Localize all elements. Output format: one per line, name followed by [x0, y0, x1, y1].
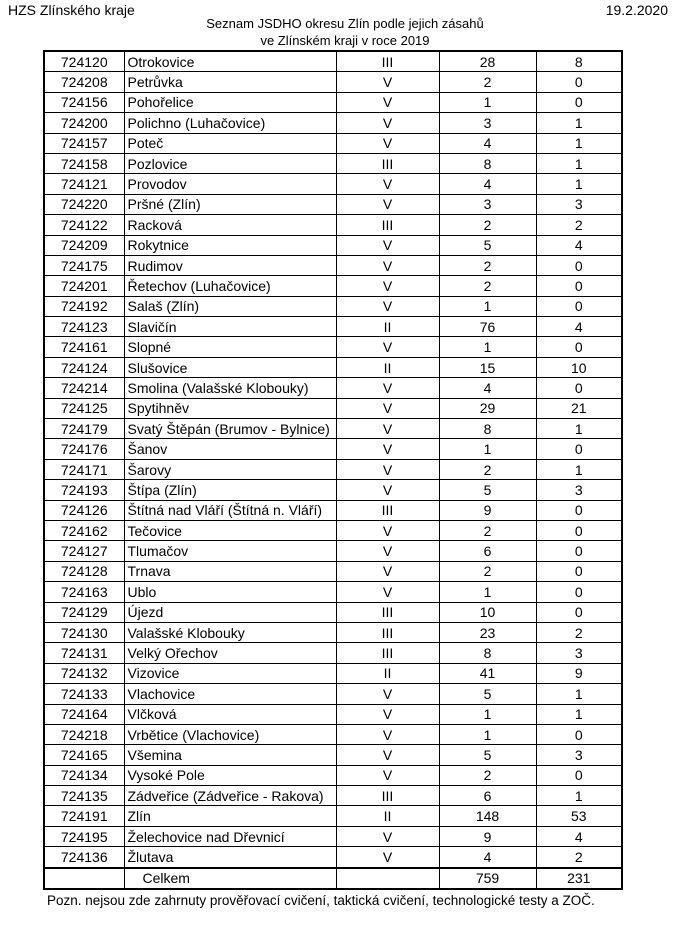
unit-code: 724136 [44, 847, 124, 868]
table-row [44, 806, 622, 826]
unit-code: 724128 [44, 561, 124, 581]
unit-name: Želechovice nad Dřevnicí [124, 826, 336, 846]
unit-code: 724123 [44, 317, 124, 337]
table-row [44, 561, 622, 581]
table-row [44, 215, 622, 235]
unit-code: 724132 [44, 663, 124, 683]
table-row [44, 337, 622, 357]
table-row [44, 724, 622, 744]
unit-name: Zlín [124, 806, 336, 826]
unit-code: 724120 [44, 51, 124, 72]
table-row [44, 500, 622, 520]
unit-name: Ublo [124, 582, 336, 602]
unit-category: V [336, 296, 439, 316]
second-count: 4 [536, 235, 622, 255]
unit-category: II [336, 663, 439, 683]
unit-name: Smolina (Valašské Klobouky) [124, 378, 336, 398]
footnote: Pozn. nejsou zde zahrnuty prověřovací cvičení, taktická cvičení, technologické testy a ZOČ. [47, 893, 595, 908]
unit-name: Řetechov (Luhačovice) [124, 276, 336, 296]
table-row [44, 745, 622, 765]
unit-name: Slopné [124, 337, 336, 357]
interventions-count: 5 [439, 745, 536, 765]
table-row [44, 480, 622, 500]
second-count: 3 [536, 480, 622, 500]
interventions-count: 9 [439, 500, 536, 520]
second-count: 3 [536, 643, 622, 663]
unit-code: 724163 [44, 582, 124, 602]
unit-code: 724220 [44, 194, 124, 214]
unit-code: 724130 [44, 622, 124, 642]
table-row [44, 826, 622, 846]
second-count: 1 [536, 419, 622, 439]
interventions-count: 76 [439, 317, 536, 337]
unit-name: Rokytnice [124, 235, 336, 255]
unit-code: 724209 [44, 235, 124, 255]
second-count: 0 [536, 276, 622, 296]
unit-code: 724162 [44, 520, 124, 540]
unit-code: 724124 [44, 357, 124, 377]
interventions-count: 2 [439, 276, 536, 296]
table-row [44, 541, 622, 561]
unit-category: V [336, 684, 439, 704]
unit-code: 724175 [44, 255, 124, 275]
unit-name: Tečovice [124, 520, 336, 540]
unit-category: III [336, 51, 439, 72]
report-date: 19.2.2020 [605, 2, 668, 18]
second-count: 0 [536, 724, 622, 744]
total-code-cell [44, 868, 124, 889]
second-count: 1 [536, 704, 622, 724]
table-row [44, 296, 622, 316]
unit-category: V [336, 745, 439, 765]
second-count: 0 [536, 92, 622, 112]
unit-code: 724214 [44, 378, 124, 398]
unit-code: 724218 [44, 724, 124, 744]
unit-category: V [336, 194, 439, 214]
second-count: 9 [536, 663, 622, 683]
table-row [44, 378, 622, 398]
unit-category: V [336, 378, 439, 398]
second-count: 0 [536, 337, 622, 357]
unit-name: Pohořelice [124, 92, 336, 112]
interventions-count: 1 [439, 337, 536, 357]
unit-name: Svatý Štěpán (Brumov - Bylnice) [124, 419, 336, 439]
unit-name: Provodov [124, 174, 336, 194]
unit-code: 724131 [44, 643, 124, 663]
unit-name: Štípa (Zlín) [124, 480, 336, 500]
interventions-count: 6 [439, 541, 536, 561]
interventions-count: 5 [439, 480, 536, 500]
second-count: 4 [536, 826, 622, 846]
unit-name: Všemina [124, 745, 336, 765]
interventions-count: 1 [439, 296, 536, 316]
unit-category: II [336, 317, 439, 337]
interventions-count: 8 [439, 643, 536, 663]
unit-code: 724165 [44, 745, 124, 765]
unit-name: Poteč [124, 133, 336, 153]
interventions-count: 2 [439, 520, 536, 540]
unit-code: 724126 [44, 500, 124, 520]
table-row [44, 419, 622, 439]
second-count: 2 [536, 215, 622, 235]
second-count: 8 [536, 51, 622, 72]
table-row [44, 133, 622, 153]
table-row [44, 622, 622, 642]
unit-category: V [336, 480, 439, 500]
interventions-count: 23 [439, 622, 536, 642]
interventions-count: 2 [439, 561, 536, 581]
interventions-count: 29 [439, 398, 536, 418]
unit-code: 724191 [44, 806, 124, 826]
unit-category: V [336, 704, 439, 724]
unit-name: Vlčková [124, 704, 336, 724]
interventions-count: 2 [439, 765, 536, 785]
unit-name: Štítná nad Vláří (Štítná n. Vláří) [124, 500, 336, 520]
table-row [44, 684, 622, 704]
unit-name: Vrbětice (Vlachovice) [124, 724, 336, 744]
interventions-count: 4 [439, 174, 536, 194]
unit-name: Pozlovice [124, 153, 336, 173]
unit-code: 724200 [44, 113, 124, 133]
interventions-count: 2 [439, 255, 536, 275]
second-count: 0 [536, 72, 622, 92]
unit-name: Tlumačov [124, 541, 336, 561]
unit-code: 724158 [44, 153, 124, 173]
unit-name: Slušovice [124, 357, 336, 377]
second-count: 4 [536, 317, 622, 337]
unit-category: V [336, 398, 439, 418]
second-count: 0 [536, 439, 622, 459]
table-row [44, 113, 622, 133]
interventions-count: 1 [439, 92, 536, 112]
unit-code: 724121 [44, 174, 124, 194]
interventions-count: 1 [439, 582, 536, 602]
unit-category: III [336, 622, 439, 642]
unit-category: II [336, 806, 439, 826]
table-row [44, 235, 622, 255]
units-table [43, 50, 623, 890]
second-count: 1 [536, 174, 622, 194]
unit-category: II [336, 357, 439, 377]
second-count: 0 [536, 500, 622, 520]
unit-category: V [336, 133, 439, 153]
second-count: 2 [536, 622, 622, 642]
second-count: 0 [536, 296, 622, 316]
table-row [44, 786, 622, 806]
second-count: 2 [536, 847, 622, 868]
unit-category: V [336, 459, 439, 479]
second-count: 0 [536, 765, 622, 785]
second-count: 1 [536, 113, 622, 133]
unit-category: V [336, 419, 439, 439]
table-row [44, 255, 622, 275]
unit-category: V [336, 174, 439, 194]
interventions-count: 5 [439, 684, 536, 704]
unit-name: Zádveřice (Zádveřice - Rakova) [124, 786, 336, 806]
unit-category: V [336, 520, 439, 540]
second-count: 0 [536, 520, 622, 540]
unit-code: 724179 [44, 419, 124, 439]
interventions-count: 2 [439, 72, 536, 92]
unit-category: V [336, 582, 439, 602]
second-count: 0 [536, 602, 622, 622]
interventions-count: 3 [439, 194, 536, 214]
unit-code: 724171 [44, 459, 124, 479]
interventions-count: 9 [439, 826, 536, 846]
unit-category: III [336, 786, 439, 806]
table-row [44, 276, 622, 296]
interventions-count: 2 [439, 459, 536, 479]
interventions-count: 4 [439, 847, 536, 868]
unit-code: 724134 [44, 765, 124, 785]
unit-code: 724122 [44, 215, 124, 235]
unit-category: V [336, 765, 439, 785]
unit-name: Spytihněv [124, 398, 336, 418]
organization-name: HZS Zlínského kraje [8, 2, 135, 18]
unit-code: 724125 [44, 398, 124, 418]
unit-code: 724164 [44, 704, 124, 724]
unit-category: V [336, 276, 439, 296]
table-row [44, 643, 622, 663]
unit-category: III [336, 153, 439, 173]
unit-code: 724156 [44, 92, 124, 112]
unit-category: V [336, 439, 439, 459]
second-count: 1 [536, 459, 622, 479]
table-row [44, 439, 622, 459]
table-row [44, 582, 622, 602]
second-count: 0 [536, 255, 622, 275]
report-title: Seznam JSDHO okresu Zlín podle jejich zásahů [206, 16, 484, 31]
unit-name: Polichno (Luhačovice) [124, 113, 336, 133]
unit-name: Žlutava [124, 847, 336, 868]
interventions-count: 1 [439, 439, 536, 459]
interventions-count: 28 [439, 51, 536, 72]
table-row [44, 92, 622, 112]
second-count: 1 [536, 153, 622, 173]
unit-name: Vizovice [124, 663, 336, 683]
unit-name: Salaš (Zlín) [124, 296, 336, 316]
unit-name: Otrokovice [124, 51, 336, 72]
unit-name: Rudimov [124, 255, 336, 275]
interventions-count: 4 [439, 133, 536, 153]
interventions-count: 8 [439, 153, 536, 173]
table-row [44, 847, 622, 868]
table-row [44, 72, 622, 92]
second-count: 0 [536, 561, 622, 581]
unit-category: III [336, 643, 439, 663]
interventions-count: 10 [439, 602, 536, 622]
unit-code: 724208 [44, 72, 124, 92]
table-row [44, 520, 622, 540]
unit-code: 724127 [44, 541, 124, 561]
unit-category: III [336, 500, 439, 520]
interventions-count: 41 [439, 663, 536, 683]
second-count: 10 [536, 357, 622, 377]
total-row [44, 868, 622, 889]
unit-name: Pršné (Zlín) [124, 194, 336, 214]
table-row [44, 459, 622, 479]
second-count: 0 [536, 378, 622, 398]
unit-code: 724135 [44, 786, 124, 806]
unit-category: III [336, 602, 439, 622]
total-label: Celkem [124, 868, 336, 889]
table-row [44, 51, 622, 72]
second-count: 1 [536, 133, 622, 153]
unit-name: Petrůvka [124, 72, 336, 92]
second-count: 3 [536, 194, 622, 214]
second-count: 3 [536, 745, 622, 765]
unit-name: Vlachovice [124, 684, 336, 704]
unit-name: Racková [124, 215, 336, 235]
second-count: 0 [536, 582, 622, 602]
table-row [44, 194, 622, 214]
total-interventions: 759 [439, 868, 536, 889]
second-count: 1 [536, 684, 622, 704]
unit-code: 724161 [44, 337, 124, 357]
unit-category: V [336, 561, 439, 581]
interventions-count: 4 [439, 378, 536, 398]
interventions-count: 5 [439, 235, 536, 255]
unit-category: III [336, 215, 439, 235]
interventions-count: 8 [439, 419, 536, 439]
interventions-count: 1 [439, 704, 536, 724]
report-subtitle: ve Zlínském kraji v roce 2019 [260, 33, 430, 48]
unit-name: Šarovy [124, 459, 336, 479]
unit-name: Vysoké Pole [124, 765, 336, 785]
table-row [44, 602, 622, 622]
units-table-body [44, 51, 622, 868]
unit-category: V [336, 337, 439, 357]
unit-name: Újezd [124, 602, 336, 622]
unit-name: Slavičín [124, 317, 336, 337]
unit-code: 724192 [44, 296, 124, 316]
interventions-count: 1 [439, 724, 536, 744]
unit-category: V [336, 72, 439, 92]
unit-code: 724157 [44, 133, 124, 153]
unit-name: Trnava [124, 561, 336, 581]
total-second-count: 231 [536, 868, 622, 889]
unit-category: V [336, 847, 439, 868]
second-count: 53 [536, 806, 622, 826]
table-row [44, 174, 622, 194]
second-count: 0 [536, 541, 622, 561]
table-row [44, 765, 622, 785]
unit-code: 724133 [44, 684, 124, 704]
table-row [44, 153, 622, 173]
table-row [44, 317, 622, 337]
unit-category: V [336, 235, 439, 255]
unit-category: V [336, 255, 439, 275]
table-row [44, 704, 622, 724]
unit-name: Valašské Klobouky [124, 622, 336, 642]
interventions-count: 3 [439, 113, 536, 133]
second-count: 21 [536, 398, 622, 418]
unit-code: 724176 [44, 439, 124, 459]
unit-category: V [336, 92, 439, 112]
unit-code: 724129 [44, 602, 124, 622]
unit-category: V [336, 826, 439, 846]
table-row [44, 357, 622, 377]
unit-category: V [336, 724, 439, 744]
second-count: 1 [536, 786, 622, 806]
unit-code: 724195 [44, 826, 124, 846]
interventions-count: 15 [439, 357, 536, 377]
total-class-cell [336, 868, 439, 889]
table-row [44, 663, 622, 683]
unit-code: 724193 [44, 480, 124, 500]
interventions-count: 6 [439, 786, 536, 806]
unit-code: 724201 [44, 276, 124, 296]
unit-name: Velký Ořechov [124, 643, 336, 663]
interventions-count: 148 [439, 806, 536, 826]
unit-category: V [336, 113, 439, 133]
unit-name: Šanov [124, 439, 336, 459]
unit-category: V [336, 541, 439, 561]
interventions-count: 2 [439, 215, 536, 235]
table-row [44, 398, 622, 418]
